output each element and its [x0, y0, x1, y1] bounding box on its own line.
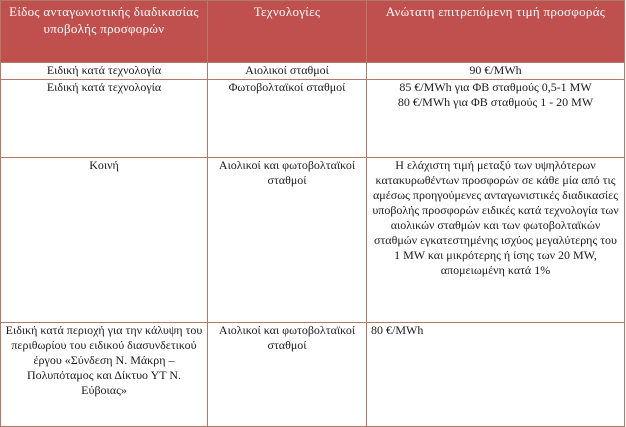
- technologies-cell: Αιολικοί και φωτοβολταϊκοί σταθμοί: [208, 323, 367, 427]
- technologies-cell: Φωτοβολταϊκοί σταθμοί: [208, 80, 367, 158]
- technologies-cell: Αιολικοί και φωτοβολταϊκοί σταθμοί: [208, 158, 367, 323]
- table-row: [1, 158, 625, 323]
- max-price-cell: 80 €/MWh: [367, 323, 625, 427]
- max-price-line: 80 €/MWh για ΦΒ σταθμούς 1 - 20 MW: [397, 95, 594, 109]
- header-procedure-type: Είδος ανταγωνιστικής διαδικασίας υποβολής προσφορών: [1, 1, 208, 63]
- procedure-type-cell: Ειδική κατά τεχνολογία: [1, 80, 208, 158]
- table-row: [1, 63, 625, 80]
- header-max-price: Ανώτατη επιτρεπόμενη τιμή προσφοράς: [367, 1, 625, 63]
- max-price-cell: [367, 80, 625, 158]
- procedure-type-cell: Ειδική κατά περιοχή για την κάλυψη του περιθωρίου του ειδικού διασυνδετικού έργου «Σύνδεση Ν. Μάκρη – Πολυπόταμος και Δίκτυο ΥΤ Ν. Εύβοιας»: [1, 323, 208, 427]
- max-price-cell: Η ελάχιστη τιμή μεταξύ των υψηλότερων κατακυρωθέντων προσφορών σε κάθε μία από τις αμέσως προηγούμενες ανταγωνιστικές διαδικασίες υποβολής προσφορών ειδικές κατά τεχνολογία των αιολικών σταθμών και των φωτοβολταϊκών σταθμών εγκατεστημένης ισχύος μεγαλύτερης του 1 MW και μικρότερης ή ίσης των 20 MW, απομειωμένη κατά 1%: [367, 158, 625, 323]
- max-price-cell: 90 €/MWh: [367, 63, 625, 80]
- table-row: [1, 80, 625, 158]
- procedure-type-cell: Ειδική κατά τεχνολογία: [1, 63, 208, 80]
- table-row: [1, 323, 625, 427]
- header-row: [1, 1, 625, 63]
- procedure-type-cell: Κοινή: [1, 158, 208, 323]
- technologies-cell: Αιολικοί σταθμοί: [208, 63, 367, 80]
- max-price-line: 85 €/MWh για ΦΒ σταθμούς 0,5-1 MW: [399, 80, 592, 94]
- header-technologies: Τεχνολογίες: [208, 1, 367, 63]
